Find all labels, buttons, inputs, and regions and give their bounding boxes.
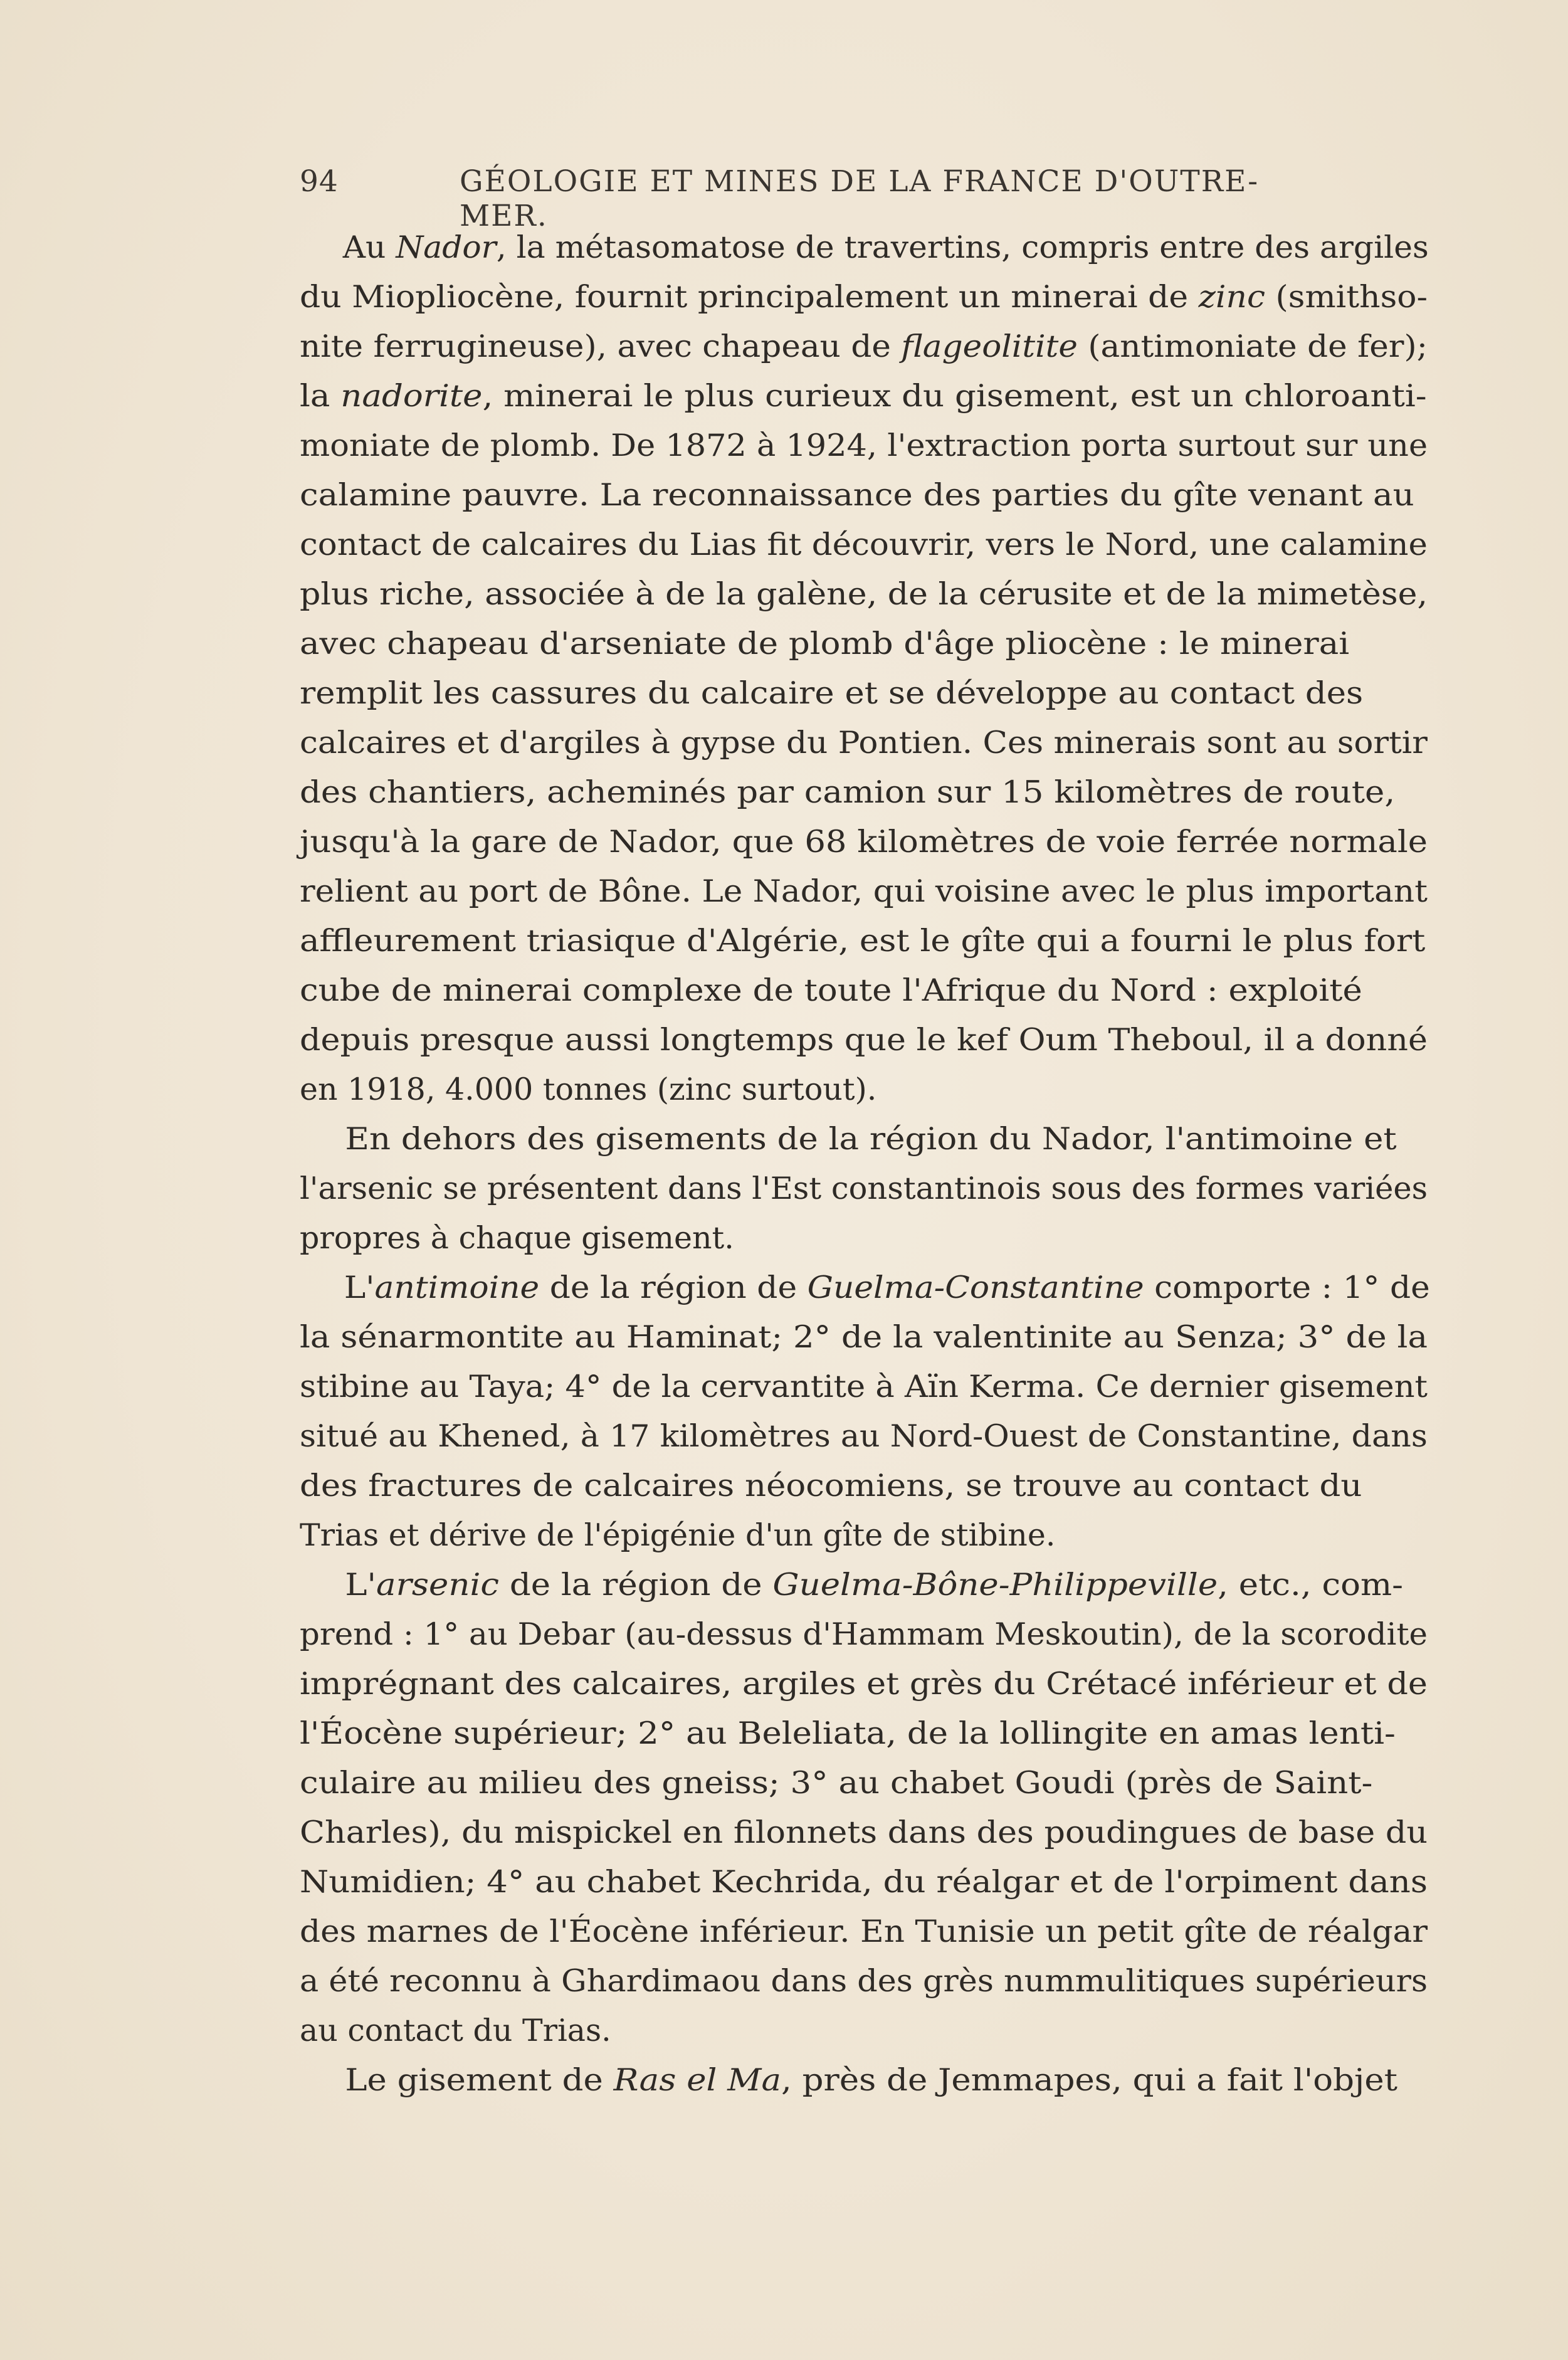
text-line: contact de calcaires du Lias fit découvrir, vers le Nord, une calamine: [300, 527, 1428, 562]
text-line: au contact du Trias.: [300, 2013, 611, 2048]
text-line: jusqu'à la gare de Nador, que 68 kilomètres de voie ferrée normale: [300, 824, 1428, 860]
text-line: Charles), du mispickel en filonnets dans des poudingues de base du: [300, 1815, 1428, 1850]
text-line: prend : 1° au Debar (au-dessus d'Hammam Meskoutin), de la scorodite: [300, 1616, 1428, 1652]
text-line: la nadorite, minerai le plus curieux du gisement, est un chloroanti-: [300, 378, 1427, 414]
text-line: l'Éocène supérieur; 2° au Beleliata, de la lollingite en amas lenti-: [300, 1715, 1396, 1751]
text-line: en 1918, 4.000 tonnes (zinc surtout).: [300, 1072, 877, 1107]
text-line: situé au Khened, à 17 kilomètres au Nord-Ouest de Constantine, dans: [300, 1418, 1428, 1454]
text-line: la sénarmontite au Haminat; 2° de la valentinite au Senza; 3° de la: [300, 1319, 1428, 1355]
text-line: moniate de plomb. De 1872 à 1924, l'extraction porta surtout sur une: [300, 428, 1428, 463]
text-line: L'arsenic de la région de Guelma-Bône-Philippeville, etc., com-: [345, 1567, 1404, 1603]
text-line: culaire au milieu des gneiss; 3° au chabet Goudi (près de Saint-: [300, 1765, 1373, 1801]
text-line: Trias et dérive de l'épigénie d'un gîte de stibine.: [300, 1517, 1056, 1553]
text-line: plus riche, associée à de la galène, de la cérusite et de la mimetèse,: [300, 576, 1428, 612]
running-title: GÉOLOGIE ET MINES DE LA FRANCE D'OUTRE-MER.: [460, 164, 1260, 233]
page-number: 94: [300, 164, 339, 199]
text-line: Le gisement de Ras el Ma, près de Jemmapes, qui a fait l'objet: [345, 2062, 1398, 2098]
text-line: nite ferrugineuse), avec chapeau de flageolitite (antimoniate de fer);: [300, 329, 1428, 364]
page-header: [300, 164, 1282, 233]
text-line: imprégnant des calcaires, argiles et grès du Crétacé inférieur et de: [300, 1666, 1428, 1702]
text-line: affleurement triasique d'Algérie, est le gîte qui a fourni le plus fort: [300, 923, 1426, 959]
text-line: cube de minerai complexe de toute l'Afrique du Nord : exploité: [300, 972, 1362, 1008]
text-line: des marnes de l'Éocène inférieur. En Tunisie un petit gîte de réalgar: [300, 1914, 1428, 1949]
text-line: stibine au Taya; 4° de la cervantite à Aïn Kerma. Ce dernier gisement: [300, 1369, 1428, 1404]
body-text: [300, 223, 1428, 2105]
text-line: l'arsenic se présentent dans l'Est constantinois sous des formes variées: [300, 1171, 1428, 1206]
text-line: relient au port de Bône. Le Nador, qui voisine avec le plus important: [300, 873, 1428, 909]
text-line: avec chapeau d'arseniate de plomb d'âge pliocène : le minerai: [300, 626, 1350, 661]
text-line: Au Nador, la métasomatose de travertins, compris entre des argiles: [342, 229, 1429, 265]
text-line: a été reconnu à Ghardimaou dans des grès nummulitiques supérieurs: [300, 1963, 1428, 1999]
text-line: depuis presque aussi longtemps que le kef Oum Theboul, il a donné: [300, 1022, 1428, 1058]
text-line: propres à chaque gisement.: [300, 1220, 734, 1256]
text-line: L'antimoine de la région de Guelma-Constantine comporte : 1° de: [344, 1270, 1430, 1305]
text-line: des fractures de calcaires néocomiens, se trouve au contact du: [300, 1468, 1362, 1504]
text-line: des chantiers, acheminés par camion sur 15 kilomètres de route,: [300, 774, 1396, 810]
text-line: En dehors des gisements de la région du Nador, l'antimoine et: [345, 1121, 1397, 1157]
text-line: Numidien; 4° au chabet Kechrida, du réalgar et de l'orpiment dans: [300, 1864, 1428, 1900]
text-line: du Miopliocène, fournit principalement un minerai de zinc (smithso-: [300, 279, 1428, 315]
text-line: calamine pauvre. La reconnaissance des parties du gîte venant au: [300, 477, 1414, 513]
text-line: remplit les cassures du calcaire et se développe au contact des: [300, 675, 1364, 711]
text-line: calcaires et d'argiles à gypse du Pontien. Ces minerais sont au sortir: [300, 725, 1428, 761]
